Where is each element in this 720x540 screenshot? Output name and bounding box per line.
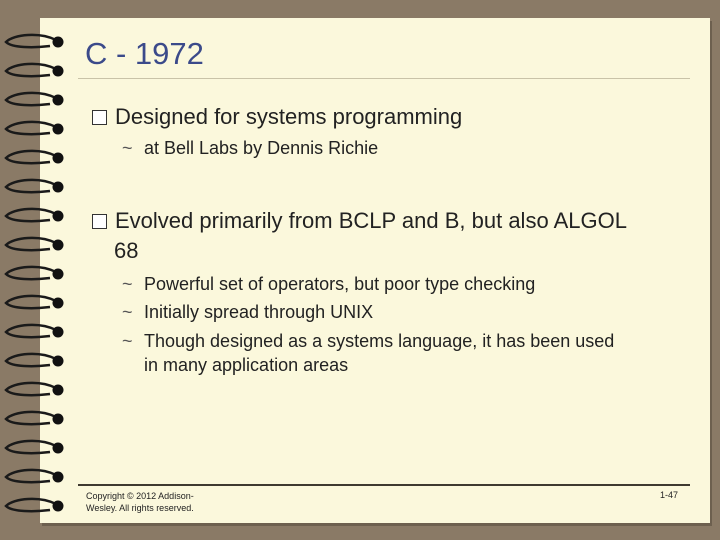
binding-hole <box>53 501 64 512</box>
binding-hole <box>53 124 64 135</box>
spiral-ring <box>6 412 56 424</box>
title-divider <box>78 78 690 79</box>
binding-hole <box>53 472 64 483</box>
binding-hole <box>53 385 64 396</box>
tilde-marker: ~ <box>122 302 133 322</box>
spiral-ring <box>6 267 56 279</box>
bullet-1-text: Designed for systems programming <box>115 104 463 129</box>
footer-copyright <box>86 490 226 514</box>
page-number: 1-47 <box>660 490 679 500</box>
bullet-2-text-line2: 68 <box>114 238 139 263</box>
binding-hole <box>53 211 64 222</box>
copyright-line1: Copyright © 2012 Addison- <box>86 491 194 501</box>
binding-hole <box>53 153 64 164</box>
checkbox-bullet-icon <box>92 110 107 125</box>
spiral-ring <box>6 180 56 192</box>
spiral-ring <box>6 296 56 308</box>
spiral-ring <box>6 35 56 47</box>
spiral-ring <box>6 325 56 337</box>
spiral-ring <box>6 383 56 395</box>
binding-hole <box>53 37 64 48</box>
binding-hole <box>53 414 64 425</box>
sub-bullet-1-1 <box>122 136 682 160</box>
sub-bullet-text: Powerful set of operators, but poor type checking <box>144 274 536 294</box>
binding-hole <box>53 66 64 77</box>
binding-hole <box>53 298 64 309</box>
spiral-ring <box>6 122 56 134</box>
bullet-1 <box>92 102 692 132</box>
tilde-marker: ~ <box>122 274 133 294</box>
binding-hole <box>53 240 64 251</box>
bullet-2 <box>92 206 692 266</box>
sub-bullet-text-line2: in many application areas <box>144 355 349 375</box>
tilde-marker: ~ <box>122 138 133 158</box>
binding-hole <box>53 182 64 193</box>
spiral-ring <box>6 151 56 163</box>
spiral-ring <box>6 354 56 366</box>
sub-bullet-text-line1: Though designed as a systems language, it has been used <box>144 331 615 351</box>
sub-bullet-2-3 <box>122 329 682 377</box>
binding-hole <box>53 269 64 280</box>
spiral-binding-icon <box>0 0 80 540</box>
sub-bullet-text: Initially spread through UNIX <box>144 302 374 322</box>
spiral-ring <box>6 441 56 453</box>
spiral-ring <box>6 470 56 482</box>
spiral-ring <box>6 209 56 221</box>
binding-hole <box>53 95 64 106</box>
tilde-marker: ~ <box>122 331 133 351</box>
footer-divider <box>78 484 690 486</box>
spiral-ring <box>6 499 56 511</box>
slide-title: C - 1972 <box>85 36 204 71</box>
copyright-line2: Wesley. All rights reserved. <box>86 503 194 513</box>
sub-bullet-2-2 <box>122 300 682 324</box>
sub-bullet-2-1 <box>122 272 682 296</box>
slide-page <box>40 18 710 523</box>
bullet-2-text-line1: Evolved primarily from BCLP and B, but also ALGOL <box>115 208 627 233</box>
spiral-ring <box>6 238 56 250</box>
checkbox-bullet-icon <box>92 214 107 229</box>
binding-hole <box>53 327 64 338</box>
spiral-ring <box>6 64 56 76</box>
spiral-ring <box>6 93 56 105</box>
binding-hole <box>53 356 64 367</box>
binding-hole <box>53 443 64 454</box>
sub-bullet-text: at Bell Labs by Dennis Richie <box>144 138 379 158</box>
